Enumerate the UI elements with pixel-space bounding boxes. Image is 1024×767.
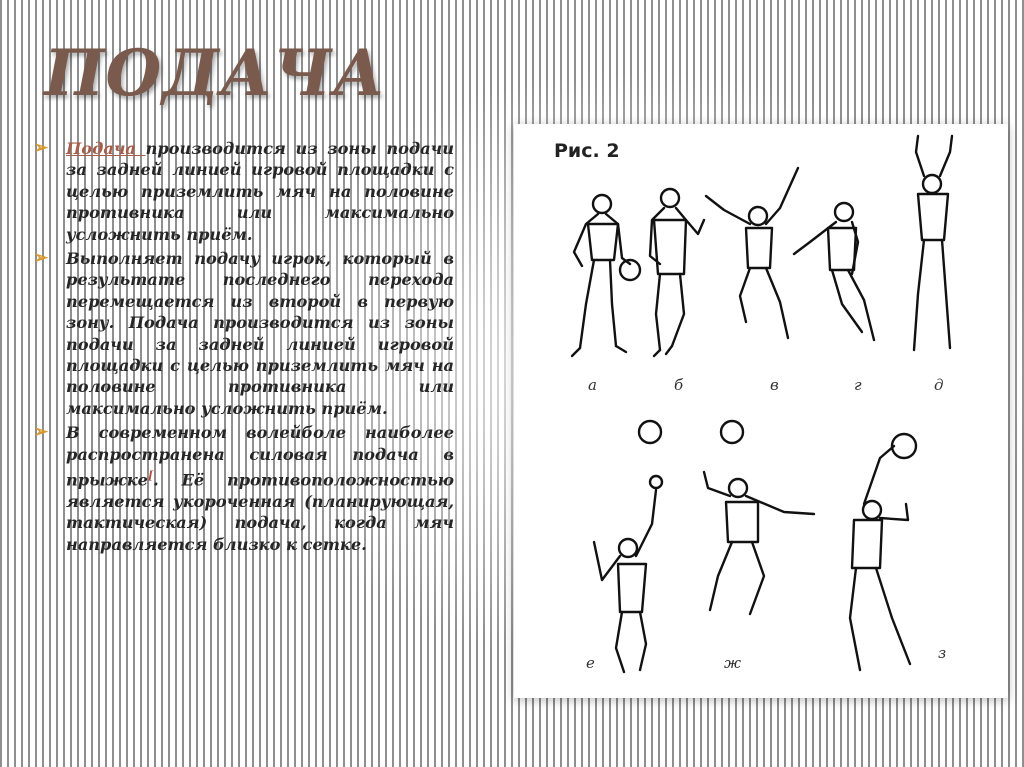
- player-figure-zh: [704, 472, 814, 614]
- player-figure-g: [794, 203, 874, 340]
- figure-label: з: [938, 644, 947, 662]
- bullet-text-continued: . Её противоположностью является укороченная (планирующая, тактическая) подача, когда мяч направляется близко к сетке.: [66, 470, 454, 554]
- player-figure-e: [594, 476, 662, 672]
- bullet-highlight: Подача: [66, 139, 146, 158]
- figure-label: д: [934, 376, 944, 394]
- bullet-item-1: [34, 138, 454, 245]
- figure-label: в: [770, 376, 779, 394]
- bullet-item-3: [34, 422, 454, 555]
- arrow-bullet-icon: ➢: [34, 422, 49, 443]
- bullet-list: [34, 138, 454, 558]
- bullet-item-2: [34, 248, 454, 419]
- bullet-text: В современном волейболе наиболее распространена силовая подача в прыжке: [66, 423, 454, 490]
- slide-title: ПОДАЧА: [44, 36, 386, 111]
- figure-label: а: [588, 376, 597, 394]
- arrow-bullet-icon: ➢: [34, 138, 49, 158]
- bullet-text: Выполняет подачу игрок, который в результате последнего перехода перемещается из второй в первую зону. Подача производится из зоны подачи за задней линией игровой площадки с целью приземлить мяч на половине противника или максимально усложнить приём.: [66, 249, 454, 418]
- volleyball-serve-illustration: [514, 124, 1008, 698]
- figure-label: г: [854, 376, 862, 394]
- figure-image: [514, 124, 1008, 698]
- player-figure-z: [850, 434, 916, 670]
- figure-caption: Рис. 2: [554, 140, 620, 162]
- volleyball-ball: [721, 421, 743, 443]
- player-figure-b: [650, 189, 704, 356]
- arrow-bullet-icon: ➢: [34, 248, 49, 269]
- figure-label: ж: [724, 654, 742, 672]
- citation-link[interactable]: [: [147, 469, 154, 483]
- volleyball-ball: [639, 421, 661, 443]
- figure-label: б: [674, 376, 684, 394]
- player-figure-d: [914, 136, 952, 350]
- player-figure-a: [572, 195, 640, 356]
- bullet-text: производится из зоны подачи за задней линией игровой площадки с целью приземлить мяч на половине противника или максимально усложнить приём.: [66, 139, 454, 244]
- player-figure-v: [706, 168, 798, 338]
- figure-label: е: [586, 654, 595, 672]
